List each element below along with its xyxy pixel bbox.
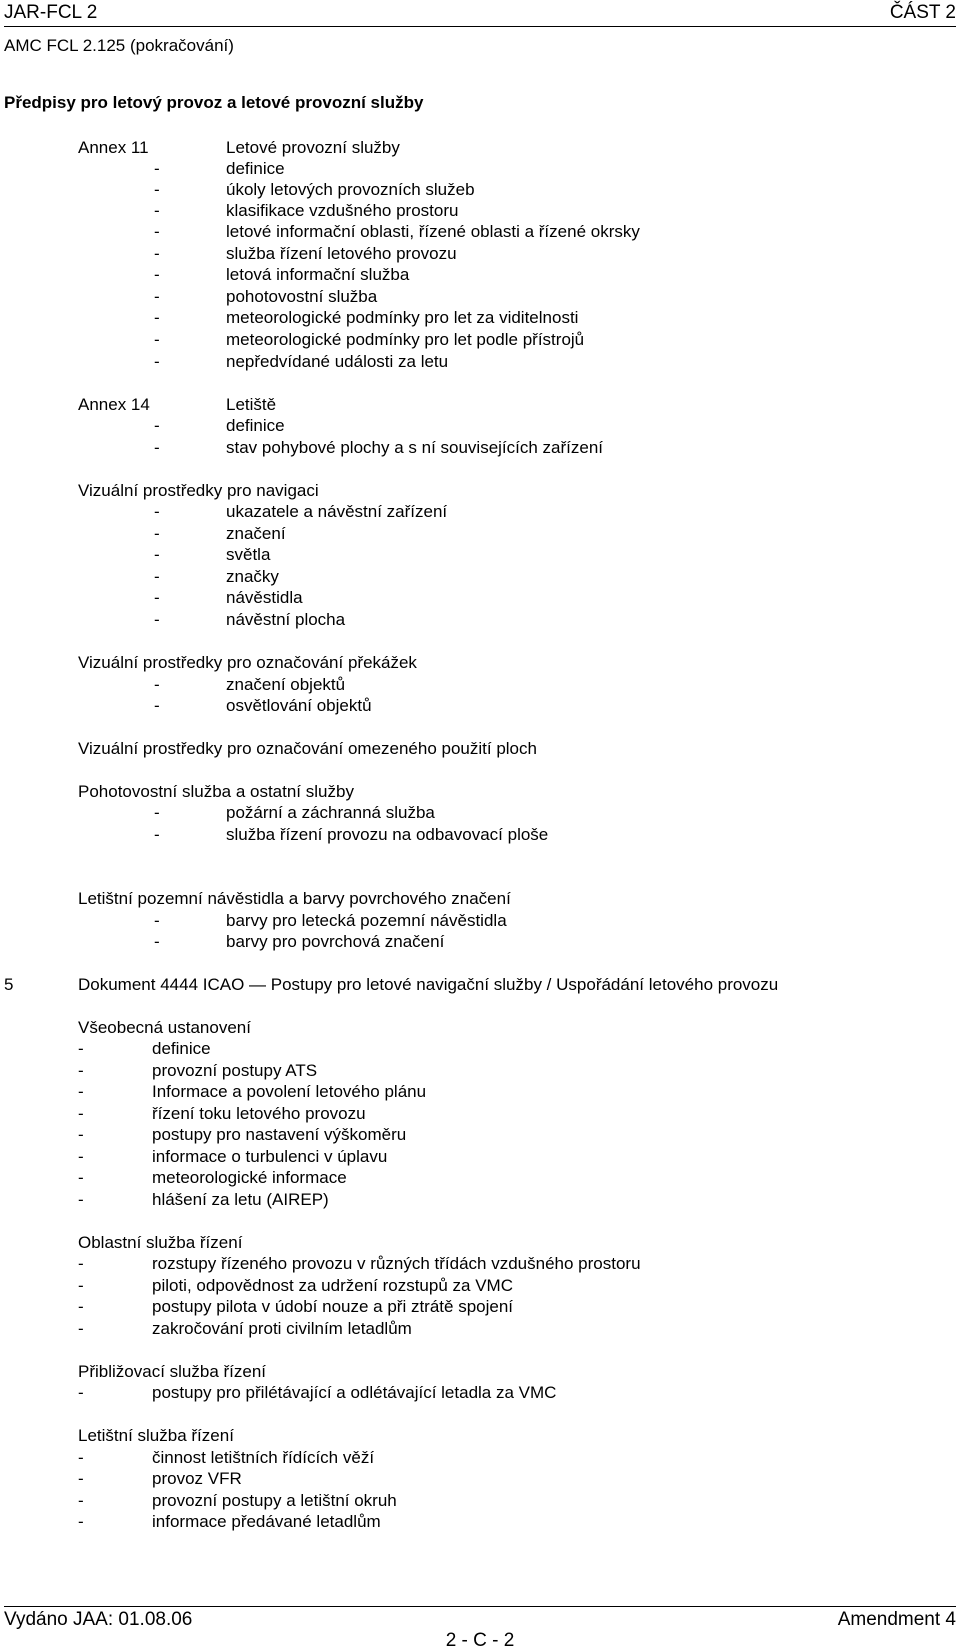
visual-obstacles-title: Vizuální prostředky pro označování překážek (78, 653, 417, 672)
list-item: stav pohybové plochy a s ní souvisejících zařízení (226, 438, 604, 457)
list-item: meteorologické informace (152, 1168, 347, 1187)
bullet: - (78, 1125, 84, 1144)
aerodrome-title: Letištní služba řízení (78, 1426, 234, 1445)
list-item: provoz VFR (152, 1469, 242, 1488)
bullet: - (154, 545, 160, 564)
bullet: - (154, 610, 160, 629)
list-item: pohotovostní služba (226, 287, 378, 306)
list-item: návěstidla (226, 588, 303, 607)
bullet: - (154, 201, 160, 220)
bullet: - (154, 675, 160, 694)
list-item: značení (226, 524, 286, 543)
bullet: - (154, 502, 160, 521)
list-item: značky (226, 567, 279, 586)
header-subtitle: AMC FCL 2.125 (pokračování) (4, 36, 234, 55)
bullet: - (154, 265, 160, 284)
list-item: letová informační služba (226, 265, 410, 284)
bullet: - (78, 1469, 84, 1488)
list-item: světla (226, 545, 271, 564)
doc4444-number: 5 (4, 975, 14, 994)
header-left: JAR-FCL 2 (4, 2, 98, 23)
header-rule (4, 26, 956, 27)
list-item: hlášení za letu (AIREP) (152, 1190, 329, 1209)
emergency-title: Pohotovostní služba a ostatní služby (78, 782, 354, 801)
list-item: postupy pro nastavení výškoměru (152, 1125, 407, 1144)
list-item: nepředvídané události za letu (226, 352, 449, 371)
list-item: definice (226, 416, 285, 435)
list-item: meteorologické podmínky pro let za viditelnosti (226, 308, 579, 327)
list-item: barvy pro letecká pozemní návěstidla (226, 911, 507, 930)
annex11-label: Annex 11 (78, 138, 149, 157)
bullet: - (154, 287, 160, 306)
bullet: - (154, 180, 160, 199)
bullet: - (78, 1082, 84, 1101)
bullet: - (78, 1168, 84, 1187)
list-item: informace předávané letadlům (152, 1512, 381, 1531)
bullet: - (78, 1297, 84, 1316)
bullet: - (78, 1190, 84, 1209)
list-item: Informace a povolení letového plánu (152, 1082, 427, 1101)
bullet: - (78, 1061, 84, 1080)
general-title: Všeobecná ustanovení (78, 1018, 251, 1037)
list-item: návěstní plocha (226, 610, 346, 629)
list-item: ukazatele a návěstní zařízení (226, 502, 448, 521)
annex14-title: Letiště (226, 395, 277, 414)
list-item: barvy pro povrchová značení (226, 932, 445, 951)
bullet: - (78, 1448, 84, 1467)
bullet: - (154, 308, 160, 327)
bullet: - (78, 1383, 84, 1402)
list-item: definice (226, 159, 285, 178)
list-item: postupy pilota v údobí nouze a při ztrátě spojení (152, 1297, 514, 1316)
bullet: - (154, 416, 160, 435)
list-item: letové informační oblasti, řízené oblasti a řízené okrsky (226, 222, 640, 241)
bullet: - (154, 932, 160, 951)
bullet: - (154, 911, 160, 930)
approach-title: Přibližovací služba řízení (78, 1362, 267, 1381)
bullet: - (78, 1254, 84, 1273)
list-item: rozstupy řízeného provozu v různých třídách vzdušného prostoru (152, 1254, 641, 1273)
bullet: - (154, 588, 160, 607)
section-title: Předpisy pro letový provoz a letové provozní služby (4, 93, 424, 112)
list-item: postupy pro přilétávající a odlétávající letadla za VMC (152, 1383, 557, 1402)
bullet: - (78, 1512, 84, 1531)
bullet: - (154, 438, 160, 457)
bullet: - (154, 244, 160, 263)
list-item: služba řízení provozu na odbavovací ploše (226, 825, 549, 844)
bullet: - (154, 803, 160, 822)
list-item: značení objektů (226, 675, 346, 694)
bullet: - (78, 1104, 84, 1123)
bullet: - (154, 222, 160, 241)
bullet: - (154, 825, 160, 844)
bullet: - (78, 1276, 84, 1295)
bullet: - (154, 696, 160, 715)
list-item: klasifikace vzdušného prostoru (226, 201, 459, 220)
bullet: - (154, 352, 160, 371)
footer-rule (4, 1606, 956, 1607)
list-item: definice (152, 1039, 211, 1058)
list-item: informace o turbulenci v úplavu (152, 1147, 388, 1166)
bullet: - (154, 567, 160, 586)
bullet: - (78, 1039, 84, 1058)
list-item: úkoly letových provozních služeb (226, 180, 475, 199)
footer-left: Vydáno JAA: 01.08.06 (4, 1609, 193, 1630)
list-item: osvětlování objektů (226, 696, 372, 715)
list-item: činnost letištních řídících věží (152, 1448, 375, 1467)
page-number: 2 - C - 2 (445, 1630, 515, 1651)
bullet: - (154, 524, 160, 543)
bullet: - (154, 159, 160, 178)
area-title: Oblastní služba řízení (78, 1233, 243, 1252)
header-right: ČÁST 2 (889, 2, 956, 23)
ground-signals-title: Letištní pozemní návěstidla a barvy povrchového značení (78, 889, 511, 908)
visual-restricted-title: Vizuální prostředky pro označování omezeného použití ploch (78, 739, 537, 758)
list-item: zakročování proti civilním letadlům (152, 1319, 412, 1338)
visual-nav-title: Vizuální prostředky pro navigaci (78, 481, 319, 500)
list-item: požární a záchranná služba (226, 803, 435, 822)
footer-right: Amendment 4 (837, 1609, 956, 1630)
bullet: - (78, 1491, 84, 1510)
list-item: služba řízení letového provozu (226, 244, 457, 263)
doc4444-title: Dokument 4444 ICAO — Postupy pro letové navigační služby / Uspořádání letového provozu (78, 975, 779, 994)
list-item: řízení toku letového provozu (152, 1104, 366, 1123)
list-item: meteorologické podmínky pro let podle přístrojů (226, 330, 585, 349)
list-item: piloti, odpovědnost za udržení rozstupů za VMC (152, 1276, 513, 1295)
list-item: provozní postupy ATS (152, 1061, 318, 1080)
bullet: - (78, 1319, 84, 1338)
bullet: - (78, 1147, 84, 1166)
list-item: provozní postupy a letištní okruh (152, 1491, 397, 1510)
bullet: - (154, 330, 160, 349)
annex14-label: Annex 14 (78, 395, 150, 414)
annex11-title: Letové provozní služby (226, 138, 400, 157)
